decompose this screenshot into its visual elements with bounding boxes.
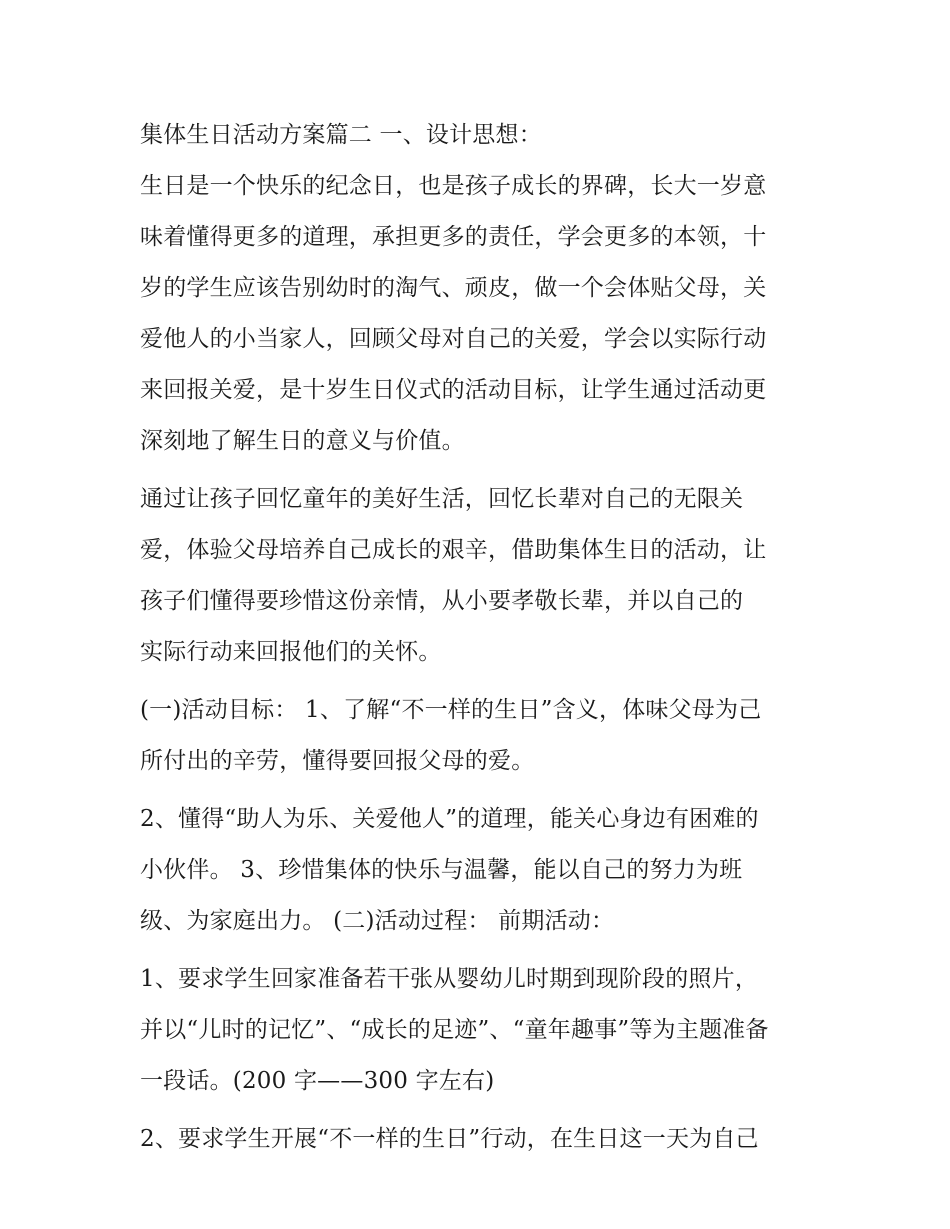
text-line: 爱他人的小当家人，回顾父母对自己的关爱，学会以实际行动 — [140, 326, 767, 352]
text-line: (一)活动目标： 1、了解“不一样的生日”含义，体味父母为己 — [140, 697, 762, 723]
text-line: 味着懂得更多的道理，承担更多的责任，学会更多的本领，十 — [140, 224, 767, 250]
text-line: 并以“儿时的记忆”、“成长的足迹”、“童年趣事”等为主题准备 — [140, 1017, 769, 1043]
text-line: 小伙伴。 3、珍惜集体的快乐与温馨，能以自己的努力为班 — [140, 857, 743, 883]
text-line: 实际行动来回报他们的关怀。 — [140, 639, 442, 665]
text-line: 来回报关爱，是十岁生日仪式的活动目标，让学生通过活动更 — [140, 377, 767, 403]
text-line: 集体生日活动方案篇二 一、设计思想： — [140, 122, 542, 148]
document-body — [140, 110, 820, 1165]
text-line: 生日是一个快乐的纪念日，也是孩子成长的界碑，长大一岁意 — [140, 173, 767, 199]
text-line: 深刻地了解生日的意义与价值。 — [140, 428, 465, 454]
text-line: 孩子们懂得要珍惜这份亲情，从小要孝敬长辈，并以自己的 — [140, 588, 744, 614]
text-line: 级、为家庭出力。 (二)活动过程： 前期活动： — [140, 908, 615, 934]
text-line: 岁的学生应该告别幼时的淘气、顽皮，做一个会体贴父母，关 — [140, 275, 767, 301]
text-line: 2、要求学生开展“不一样的生日”行动，在生日这一天为自己 — [140, 1126, 759, 1152]
text-line: 爱，体验父母培养自己成长的艰辛，借助集体生日的活动，让 — [140, 537, 767, 563]
text-line: 所付出的辛劳，懂得要回报父母的爱。 — [140, 748, 535, 774]
text-line: 1、要求学生回家准备若干张从婴幼儿时期到现阶段的照片， — [140, 966, 759, 992]
text-line: 通过让孩子回忆童年的美好生活，回忆长辈对自己的无限关 — [140, 486, 744, 512]
text-line: 2、懂得“助人为乐、关爱他人”的道理，能关心身边有困难的 — [140, 806, 759, 832]
text-line: 一段话。(200 字——300 字左右) — [140, 1068, 495, 1094]
